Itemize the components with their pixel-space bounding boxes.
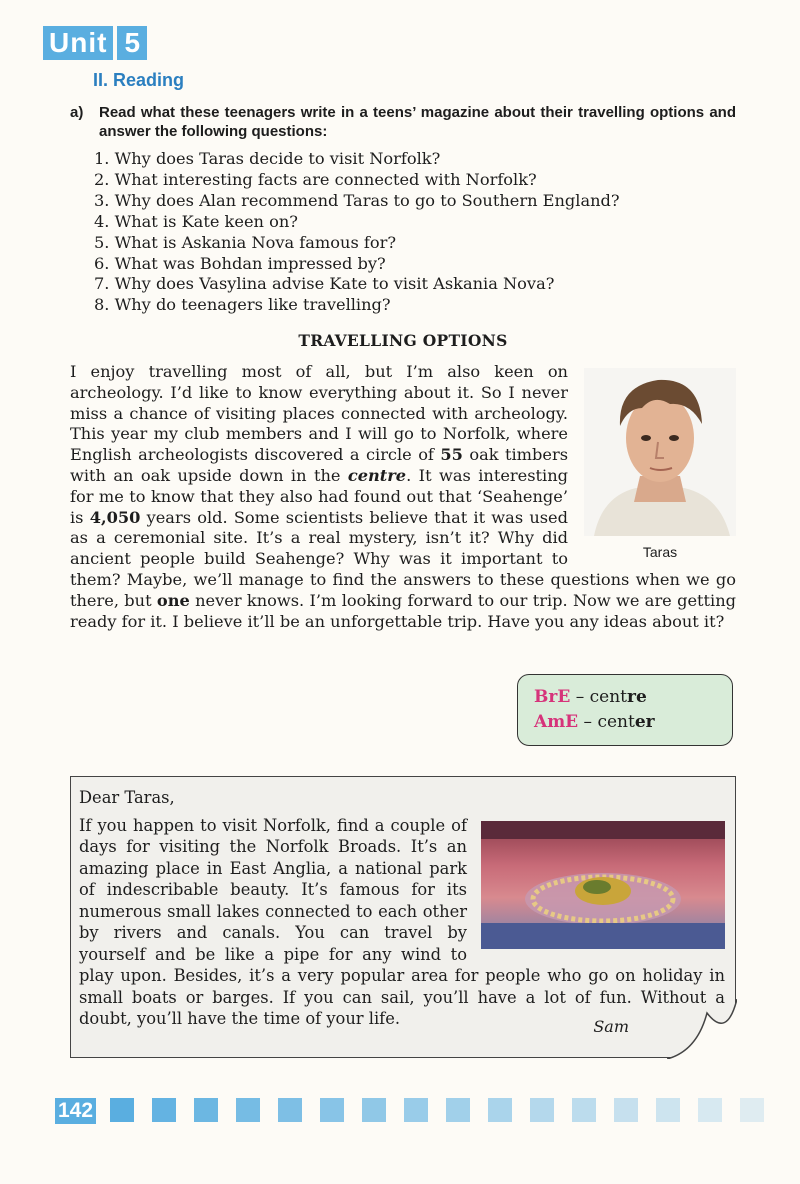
article-text-part2: oak timbers with an oak upside down in the (70, 445, 569, 485)
article-text (70, 362, 736, 632)
ame-label: AmE (534, 712, 579, 732)
footer-square (404, 1098, 428, 1122)
question-item: 5. What is Askania Nova famous for? (94, 232, 397, 252)
question-item: 1. Why does Taras decide to visit Norfolk? (94, 149, 441, 168)
ame-ending: er (634, 712, 655, 732)
footer-square (320, 1098, 344, 1122)
letter-box (70, 776, 736, 1058)
article-text-part3: . It was interesting for me to know that they also had found out that ‘Seahenge’ is (70, 465, 568, 527)
question-item: 4. What is Kate keen on? (94, 211, 298, 231)
footer-square (488, 1098, 512, 1122)
task-text: Read what these teenagers write in a teens’ magazine about their travelling options and answer the following questions: (99, 104, 736, 140)
footer-square (530, 1098, 554, 1122)
article-text-part5: never knows. I’m looking forward to our trip. Now we are getting ready for it. I believe it’ll be an unforgettable trip. Have you any ideas about it? (70, 590, 737, 631)
photo-caption: Taras (642, 544, 678, 560)
ame-dash: – (578, 712, 598, 732)
task-letter: a) (70, 104, 84, 121)
section-title: II. Reading (93, 70, 185, 90)
footer-squares (110, 1098, 764, 1122)
taras-photo (584, 368, 736, 560)
question-item: 3. Why does Alan recommend Taras to go to Southern England? (94, 190, 620, 210)
portrait-image (584, 368, 736, 536)
question-item: 7. Why does Vasylina advise Kate to visit Askania Nova? (94, 274, 555, 294)
footer-square (698, 1098, 722, 1122)
bre-stem: cent (589, 687, 627, 707)
footer-square (446, 1098, 470, 1122)
footer-square (236, 1098, 260, 1122)
number-4050: 4,050 (89, 507, 141, 527)
footer-square (656, 1098, 680, 1122)
article-title: TRAVELLING OPTIONS (298, 331, 508, 350)
spelling-note (517, 674, 733, 746)
question-item: 2. What interesting facts are connected with Norfolk? (94, 169, 537, 189)
bre-line (534, 685, 732, 710)
letter-body: If you happen to visit Norfolk, find a couple of days for visiting the Norfolk Broads. It’s an amazing place in East Anglia, a national park of indescribable beauty. It’s famous for its numerous small lakes connected to each other by rivers and canals. You can travel by yourself and be like a pipe for any wind to play upon. Besides, it’s a very popular area for people who go on holiday in small boats or barges. If you can sail, you’ll have a lot of fun. Without a doubt, you’ll have the time of your life. (79, 815, 725, 1028)
signature: Sam (593, 1017, 629, 1036)
unit-word: Unit (43, 26, 113, 60)
centre-word: centre (347, 465, 407, 485)
footer-square (614, 1098, 638, 1122)
unit-badge (43, 26, 147, 60)
page-curl-icon (667, 999, 737, 1059)
seahenge-photo (481, 821, 725, 949)
footer-square (110, 1098, 134, 1122)
bre-ending: re (626, 687, 647, 707)
article-text-part4: years old. Some scientists believe that it was used as a ceremonial site. It’s a real mystery, isn’t it? Why did ancient people build Seahenge? Why was it important to them? Maybe, we’ll manage to find the answers to these questions when we go there, but (70, 507, 736, 610)
footer-square (194, 1098, 218, 1122)
footer-square (362, 1098, 386, 1122)
footer-square (278, 1098, 302, 1122)
number-55: 55 (440, 445, 463, 465)
page-number: 142 (55, 1098, 96, 1124)
article-text-part1: I enjoy travelling most of all, but I’m also keen on archeology. I’d like to know everything about it. So I never miss a chance of visiting places connected with archeology. This year my club members and I will go to Norfolk, where English archeologists discovered a circle of (70, 362, 568, 465)
unit-number: 5 (117, 26, 147, 60)
footer-square (740, 1098, 764, 1122)
bre-dash: – (570, 687, 590, 707)
letter-content (79, 787, 725, 1030)
letter-greeting: Dear Taras, (79, 788, 175, 807)
ame-stem: cent (597, 712, 635, 732)
ame-line (534, 710, 732, 735)
question-list (94, 149, 620, 316)
bre-label: BrE (534, 687, 571, 707)
one-word: one (156, 590, 190, 610)
task-instruction (70, 103, 736, 141)
question-item: 8. Why do teenagers like travelling? (94, 295, 391, 315)
footer-square (572, 1098, 596, 1122)
question-item: 6. What was Bohdan impressed by? (94, 253, 386, 273)
footer-square (152, 1098, 176, 1122)
